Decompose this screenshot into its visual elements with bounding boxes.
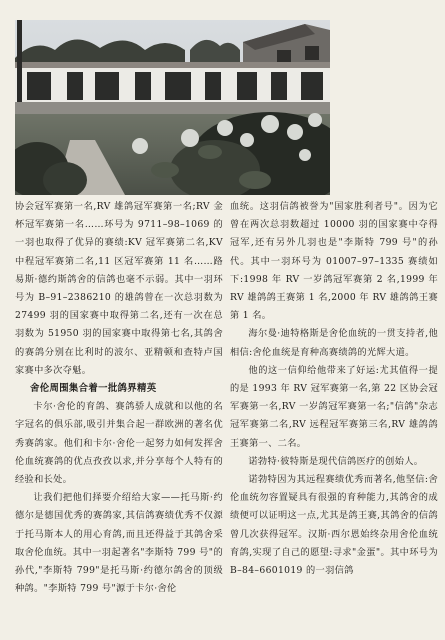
- paragraph: 诺勃特因为其远程赛绩优秀而著名,他坚信:舍伦血统勿容置疑具有很强的育种能力,其鸽舍的成绩便可以证明这一点,尤其是鸽王赛,其鸽舍的信鸽曾几次获得冠军。汉斯·西尔恩始终杂用舍伦血统育鸽,实现了自己的愿望:寻求"金蛋"。其中环号为 B–84–6601019 的一羽信鸽: [230, 474, 438, 577]
- photo-illustration: [15, 20, 330, 195]
- paragraph: 卡尔·舍伦的育鸽、赛鸽骄人成就和以他的名字冠名的俱乐部,吸引并集合起一群欧洲的著名优秀赛鸽家。他们和卡尔·舍伦一起努力如何发挥舍伦血统赛鸽的优点孜孜以求,并分享每个人特有的经验和长处。: [15, 401, 223, 486]
- paragraph: 海尔曼·迪特格斯是舍伦血统的一贯支持者,他相信:舍伦血统是育种高赛绩鸽的光辉大道。: [230, 328, 438, 358]
- left-column: [15, 198, 223, 638]
- paragraph: 血统。这羽信鸽被誉为"国家胜利者号"。因为它曾在两次总羽数超过 10000 羽的国家赛中夺得冠军,还有另外几羽也是"李斯特 799 号"的孙代。其中一羽环号为 01007–97–1335 赛绩如下:1998 年 RV 一岁鸽冠军赛第 2 名,1999 年 RV 雄鸽鸽王赛第 1 名,2000 年 RV 雄鸽鸽王赛第 1 名。: [230, 201, 438, 322]
- paragraph: 诺勃特·彼特斯是现代信鸽医疗的创始人。: [248, 455, 424, 467]
- paragraph: 他的这一信仰给他带来了好运:尤其值得一提的是 1993 年 RV 冠军赛第一名,第 22 区协会冠军赛第一名,RV 一岁鸽冠军赛第一名;"信鸽"杂志冠军赛第二名,RV 远程冠军赛第三名,RV 雄鸽鸽王赛第一、二名。: [230, 364, 438, 449]
- section-heading: 舍伦周围集合着一批鸽界精英: [30, 383, 157, 395]
- house-garden-photo: [15, 20, 330, 195]
- paragraph: 协会冠军赛第一名,RV 雄鸽冠军赛第一名;RV 金杯冠军赛第一名……环号为 9711–98–1069 的一羽也取得了优异的赛绩:KV 冠军赛第二名,KV 中程冠军赛第二名,11 区冠军赛第 11 名……路易斯·德约斯鸽舍的信鸽也毫不示弱。其中一羽环号为 B–91–2386210 的雄鸽曾在一次总羽数为 27499 羽的国家赛中取得第二名,还有一次在总羽数为 51950 羽的国家赛中取得第七名,其鸽舍的赛鸽分别在比利时的波尔、亚精顿和查特卢国家赛中多次夺魁。: [15, 201, 223, 376]
- paragraph: 让我们把他们择要介绍给大家——托马斯·约德尔是德国优秀的赛鸽家,其信鸽赛绩优秀不仅源于托马斯本人的用心育鸽,而且还得益于其鸽舍采取舍伦血统。其中一羽起著名"李斯特 799 号"的孙代,"李斯特 799"是托马斯·约德尔鸽舍的顶级种鸽。"李斯特 799 号"源于卡尔·舍伦: [15, 492, 223, 595]
- right-column: [230, 198, 438, 638]
